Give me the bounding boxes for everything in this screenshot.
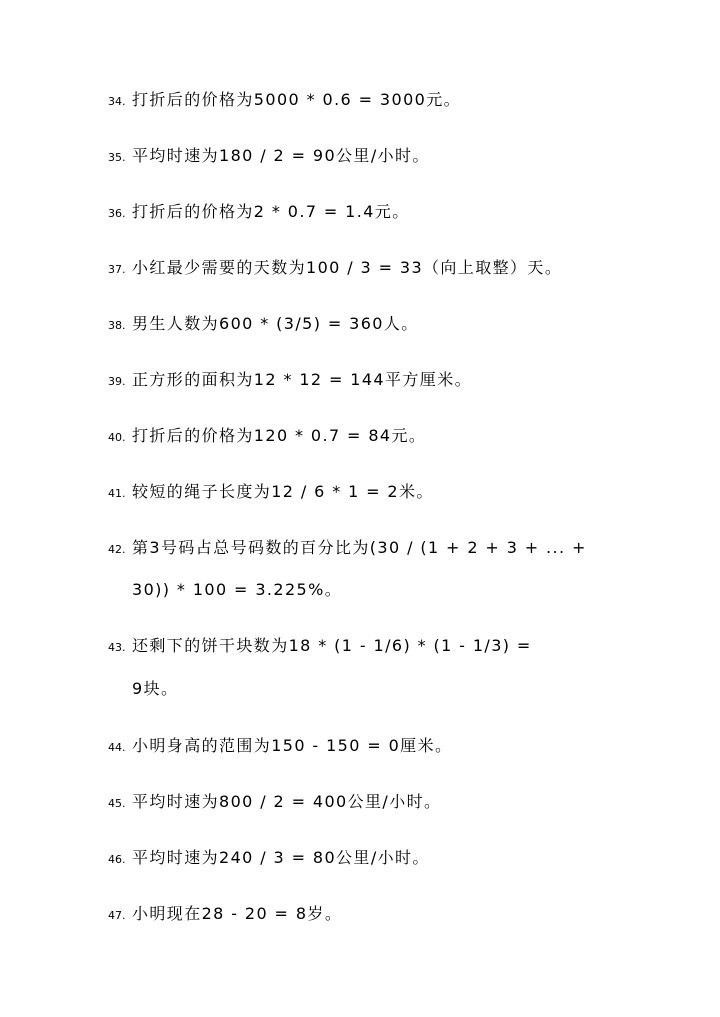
item-number: 41. <box>108 487 126 500</box>
item-text: 还剩下的饼干块数为18 * (1 - 1/6) * (1 - 1/3) = <box>132 636 532 655</box>
item-continuation: 30)) * 100 = 3.225%。 <box>132 580 343 599</box>
item-continuation: 9块。 <box>132 679 179 698</box>
answer-item <box>108 314 668 336</box>
item-text: 男生人数为600 * (3/5) = 360人。 <box>132 314 419 333</box>
item-text: 小明身高的范围为150 - 150 = 0厘米。 <box>132 736 453 755</box>
answer-item <box>108 370 668 392</box>
item-text: 打折后的价格为120 * 0.7 = 84元。 <box>132 426 427 445</box>
item-number: 45. <box>108 797 126 810</box>
item-text: 平均时速为800 / 2 = 400公里/小时。 <box>132 792 442 811</box>
answer-item <box>108 538 668 560</box>
item-text: 小红最少需要的天数为100 / 3 = 33（向上取整）天。 <box>132 258 563 277</box>
item-number: 36. <box>108 207 126 220</box>
item-text: 正方形的面积为12 * 12 = 144平方厘米。 <box>132 370 473 389</box>
answer-item <box>108 482 668 504</box>
item-number: 39. <box>108 375 126 388</box>
item-text: 平均时速为240 / 3 = 80公里/小时。 <box>132 848 430 867</box>
answer-item <box>108 736 668 758</box>
answer-item <box>108 426 668 448</box>
answer-item <box>108 146 668 168</box>
item-number: 47. <box>108 909 126 922</box>
item-text: 打折后的价格为5000 * 0.6 = 3000元。 <box>132 90 462 109</box>
item-number: 43. <box>108 641 126 654</box>
answer-item <box>108 904 668 926</box>
item-number: 42. <box>108 543 126 556</box>
item-number: 34. <box>108 95 126 108</box>
item-number: 40. <box>108 431 126 444</box>
item-number: 37. <box>108 263 126 276</box>
answer-item <box>108 792 668 814</box>
item-text: 打折后的价格为2 * 0.7 = 1.4元。 <box>132 202 410 221</box>
answer-item <box>108 202 668 224</box>
item-text: 较短的绳子长度为12 / 6 * 1 = 2米。 <box>132 482 434 501</box>
item-number: 46. <box>108 853 126 866</box>
item-text: 第3号码占总号码数的百分比为(30 / (1 + 2 + 3 + ... + <box>132 538 587 557</box>
item-text: 平均时速为180 / 2 = 90公里/小时。 <box>132 146 430 165</box>
item-number: 38. <box>108 319 126 332</box>
item-number: 44. <box>108 741 126 754</box>
answer-item <box>108 848 668 870</box>
answer-item <box>108 636 668 658</box>
answer-item <box>108 258 668 280</box>
item-text: 小明现在28 - 20 = 8岁。 <box>132 904 343 923</box>
answer-item <box>108 90 668 112</box>
item-number: 35. <box>108 151 126 164</box>
